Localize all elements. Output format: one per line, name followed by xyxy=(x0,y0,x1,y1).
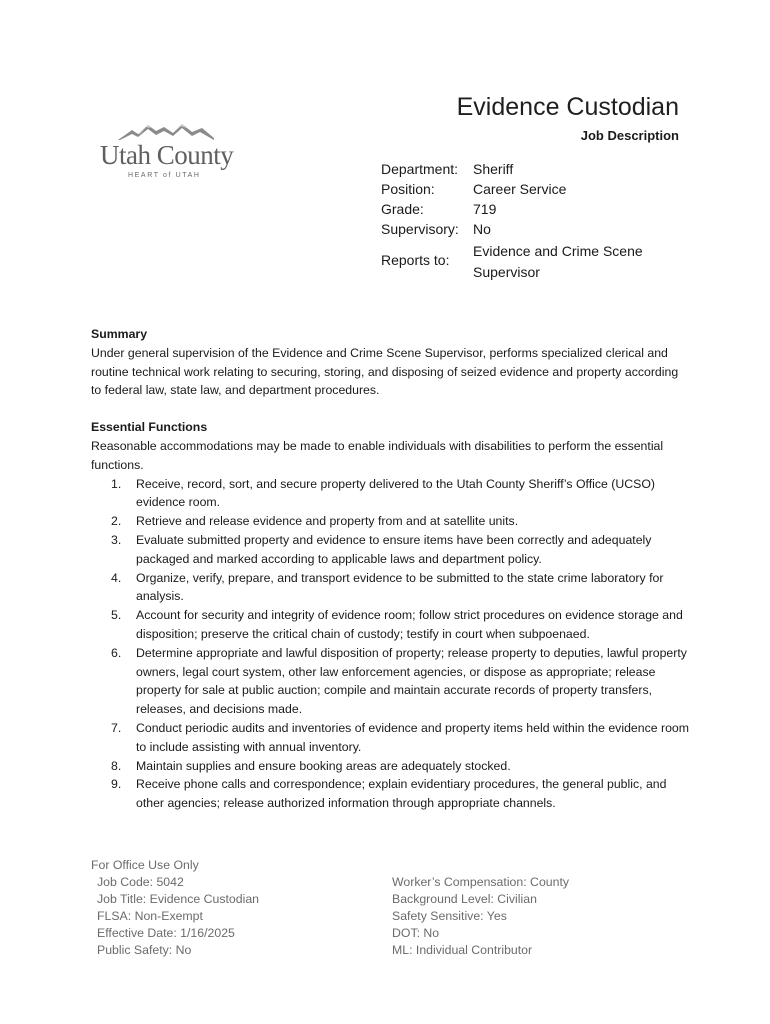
list-item: 5. Account for security and integrity of evidence room; follow strict procedures on evidence storage and disposition; preserve the critical chain of custody; testify in court when subpoenaed. xyxy=(111,608,683,641)
footer-item: FLSA: Non-Exempt xyxy=(97,909,203,923)
footer-item: Background Level: Civilian xyxy=(392,892,537,906)
footer-right-column xyxy=(392,874,569,959)
summary-text: Under general supervision of the Evidence and Crime Scene Supervisor, performs specialized clerical and routine technical work relating to securing, storing, and disposing of seized evidence and property according to federal law, state law, and department procedures. xyxy=(91,345,679,398)
list-item: 4. Organize, verify, prepare, and transport evidence to be submitted to the state crime laboratory for analysis. xyxy=(111,570,664,604)
info-label: Grade: xyxy=(381,201,424,217)
footer-item: DOT: No xyxy=(392,926,440,940)
essential-functions-intro: Reasonable accommodations may be made to enable individuals with disabilities to perform the essential functions. xyxy=(91,438,664,472)
page-title: Evidence Custodian xyxy=(456,93,679,121)
mountain-icon xyxy=(118,122,214,142)
list-item: 3. Evaluate submitted property and evidence to ensure items have been correctly and adequately packaged and marked according to applicable laws and department policy. xyxy=(111,532,652,566)
info-value: Sheriff xyxy=(473,161,514,177)
list-item: 6. Determine appropriate and lawful disposition of property; release property to deputies, lawful property owners, legal court system, other law enforcement agencies, or dispose as appropriate; release property for sale at public auction; compile and maintain accurate records of property transfers, releases, and decisions made. xyxy=(111,645,687,717)
essential-functions-heading: Essential Functions xyxy=(91,420,208,435)
footer-item: Worker’s Compensation: County xyxy=(392,875,570,889)
info-value: Career Service xyxy=(473,181,567,197)
list-item: 1. Receive, record, sort, and secure property delivered to the Utah County Sheriff’s Office (UCSO) evidence room. xyxy=(111,476,655,510)
job-description-body xyxy=(91,325,691,813)
footer-item: ML: Individual Contributor xyxy=(392,943,533,957)
info-label: Supervisory: xyxy=(381,221,459,237)
info-row-grade xyxy=(381,201,681,221)
job-info-table xyxy=(381,161,681,283)
list-item: 2. Retrieve and release evidence and property from and at satellite units. xyxy=(111,514,519,529)
info-row-supervisory xyxy=(381,221,681,241)
info-label: Position: xyxy=(381,181,435,197)
footer-item: Job Code: 5042 xyxy=(97,875,184,889)
footer-left-column xyxy=(97,874,259,959)
page-subtitle: Job Description xyxy=(580,128,679,143)
info-value: No xyxy=(473,221,491,237)
info-row-position xyxy=(381,181,681,201)
info-value: 719 xyxy=(473,201,497,217)
logo-wordmark: Utah County xyxy=(100,140,234,170)
footer-title: For Office Use Only xyxy=(91,858,199,872)
info-label: Reports to: xyxy=(381,252,450,268)
footer-item: Safety Sensitive: Yes xyxy=(392,909,507,923)
list-item: 9. Receive phone calls and correspondence; explain evidentiary procedures, the general public, and other agencies; release authorized information through appropriate channels. xyxy=(111,777,667,811)
utah-county-logo xyxy=(100,122,235,184)
footer-item: Public Safety: No xyxy=(97,943,192,957)
logo-tagline: HEART of UTAH xyxy=(128,172,201,179)
list-item: 7. Conduct periodic audits and inventories of evidence and property items held within the evidence room to include assisting with annual inventory. xyxy=(111,720,689,754)
info-row-department xyxy=(381,161,681,181)
footer-item: Effective Date: 1/16/2025 xyxy=(97,926,235,940)
essential-functions-list xyxy=(91,475,691,813)
summary-heading: Summary xyxy=(91,327,148,341)
list-item: 8. Maintain supplies and ensure booking areas are adequately stocked. xyxy=(111,758,511,773)
info-row-reports-to xyxy=(381,241,681,283)
info-label: Department: xyxy=(381,161,459,177)
info-value: Evidence and Crime Scene Supervisor xyxy=(473,243,643,280)
office-use-footer xyxy=(91,857,691,957)
footer-item: Job Title: Evidence Custodian xyxy=(97,892,260,906)
